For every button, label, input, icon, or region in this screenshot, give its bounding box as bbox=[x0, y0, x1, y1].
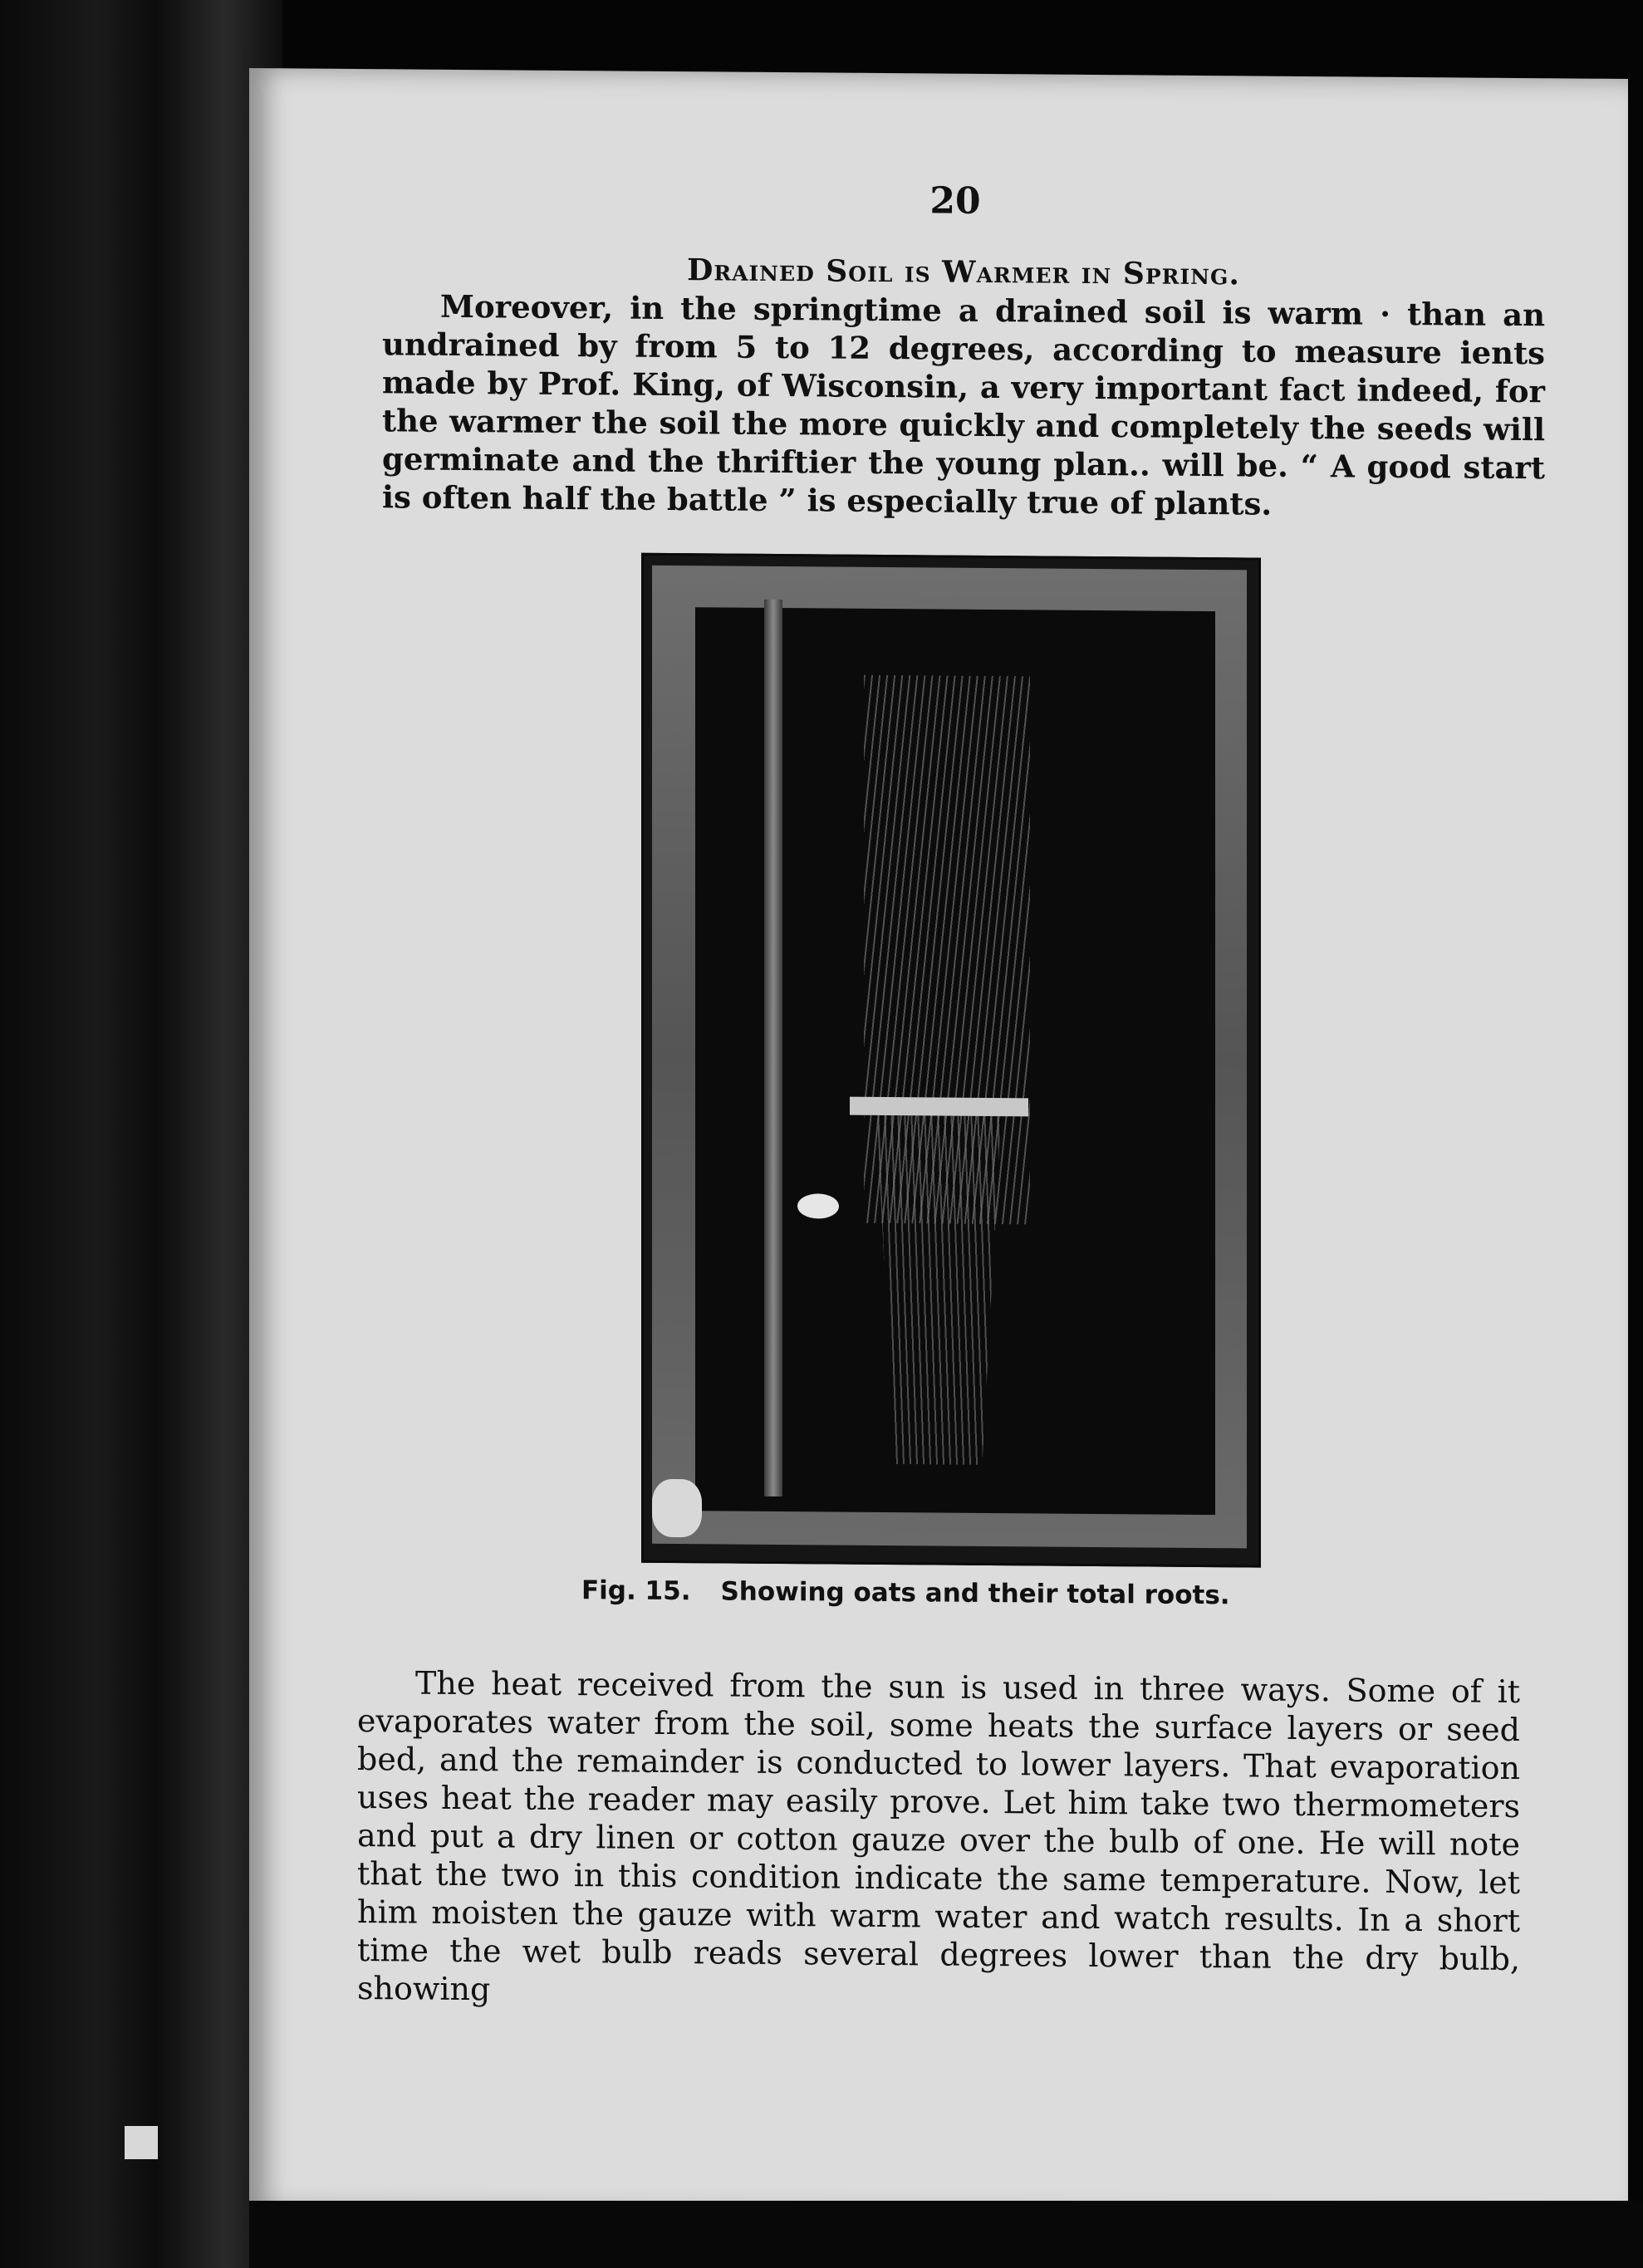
body-paragraph-2: The heat received from the sun is used in three ways. Some of it evaporates water from the soil, some heats the surface layers or seed bed, and the remainder is conducted to lower layers. That evaporation uses heat the reader may easily prove. Let him take two thermometers and put a dry linen or cotton gauze over the bulb of one. He will note that the two in this condition indicate the same temperature. Now, let him moisten the gauze with warm water and watch results. In a short time the wet bulb reads several degrees lower than the dry bulb, showing bbox=[357, 1664, 1520, 2008]
figure-photo-oats bbox=[641, 553, 1261, 1568]
page-number: 20 bbox=[929, 179, 981, 223]
section-heading: Drained Soil is Warmer in Spring. bbox=[687, 252, 1240, 292]
book-page bbox=[249, 68, 1628, 2221]
scan-bottom-border bbox=[249, 2201, 1643, 2268]
photo-measuring-pole bbox=[764, 600, 782, 1496]
figure-label: Fig. 15. bbox=[581, 1575, 691, 1607]
photo-soil-tray bbox=[850, 1097, 1028, 1117]
figure-caption bbox=[581, 1575, 1230, 1610]
figure-caption-text: Showing oats and their total roots. bbox=[720, 1576, 1230, 1611]
body-paragraph-1: Moreover, in the springtime a drained soil is warm · than an undrained by from 5 to 12 degrees, according to measure ients made by Prof. King, of Wisconsin, a very important fact indeed, for the warmer the soil the more quickly and completely the seeds will germinate and the thriftier the young plan.. will be. “ A good start is often half the battle ” is especially true of plants. bbox=[382, 287, 1545, 522]
page-edge-mark bbox=[125, 2126, 158, 2159]
photo-oat-roots bbox=[876, 1115, 1001, 1465]
photo-window-frame bbox=[652, 566, 1247, 1549]
photo-damage-spot bbox=[652, 1479, 702, 1537]
book-spine bbox=[0, 0, 282, 2268]
photo-light-spot bbox=[797, 1193, 839, 1218]
